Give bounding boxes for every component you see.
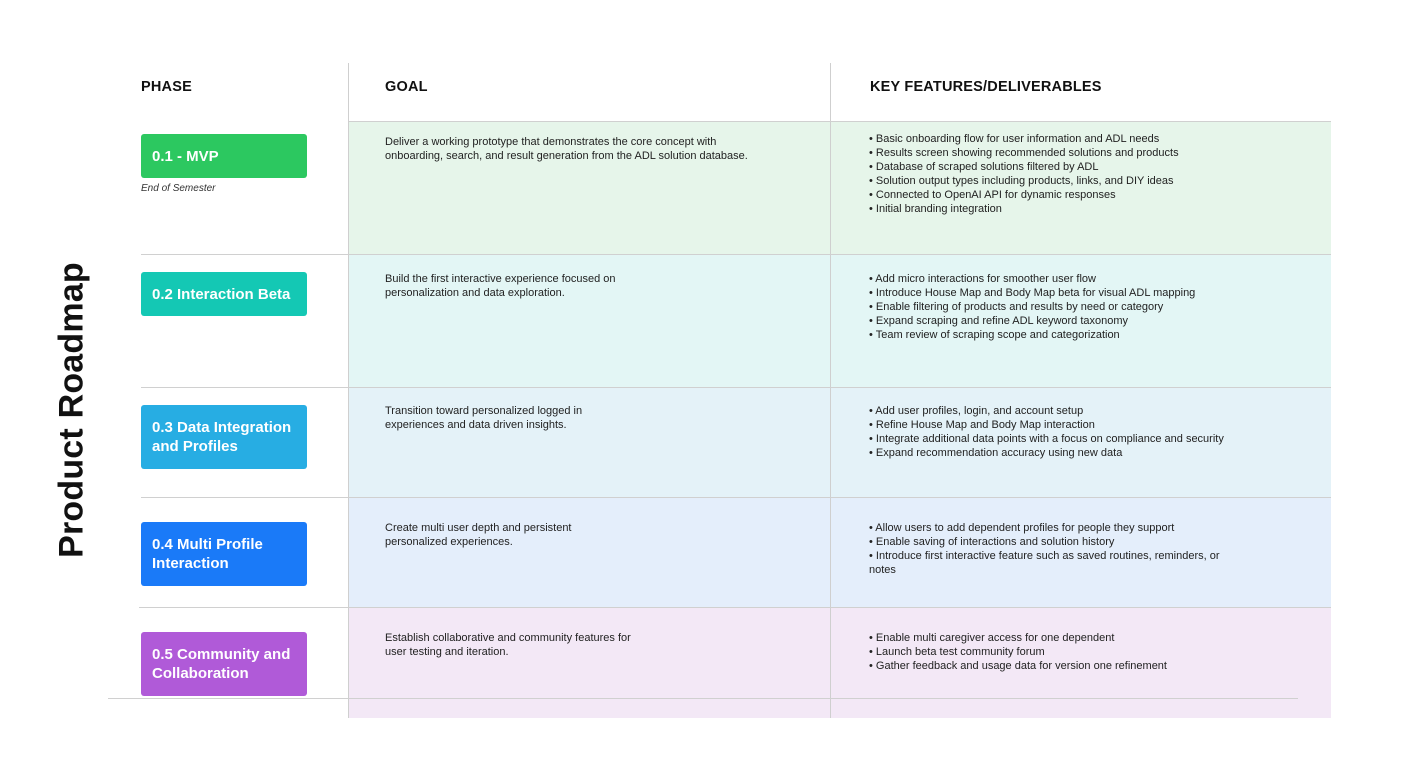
phase-badge-4: 0.4 Multi Profile Interaction <box>141 522 307 586</box>
feature-item: • Introduce House Map and Body Map beta for visual ADL mapping <box>869 287 1196 299</box>
features-list-5 <box>869 631 1239 673</box>
row-divider-3 <box>141 497 1331 498</box>
feature-item: • Refine House Map and Body Map interaction <box>869 419 1095 431</box>
goal-text-2: Build the first interactive experience focused on personalization and data exploration. <box>385 273 616 299</box>
feature-item: • Integrate additional data points with a focus on compliance and security <box>869 433 1224 445</box>
goal-text-4: Create multi user depth and persistent personalized experiences. <box>385 522 572 548</box>
phase-note-1: End of Semester <box>141 183 216 194</box>
feature-item: • Basic onboarding flow for user information and ADL needs <box>869 133 1160 145</box>
feature-item: • Team review of scraping scope and categorization <box>869 329 1120 341</box>
feature-item: • Allow users to add dependent profiles for people they support <box>869 522 1175 534</box>
feature-item: • Expand recommendation accuracy using new data <box>869 447 1123 459</box>
row-divider-bottom <box>108 698 1298 699</box>
header-features: KEY FEATURES/DELIVERABLES <box>870 79 1102 95</box>
phase-badge-2: 0.2 Interaction Beta <box>141 272 307 316</box>
header-goal: GOAL <box>385 79 428 95</box>
feature-item: • Add micro interactions for smoother user flow <box>869 273 1096 285</box>
phase-badge-3: 0.3 Data Integration and Profiles <box>141 405 307 469</box>
row-divider-4 <box>139 607 1331 608</box>
feature-item: • Expand scraping and refine ADL keyword taxonomy <box>869 315 1129 327</box>
row-divider-1 <box>141 254 1331 255</box>
features-list-1 <box>869 132 1239 216</box>
feature-item: • Connected to OpenAI API for dynamic responses <box>869 189 1116 201</box>
feature-item: • Add user profiles, login, and account setup <box>869 405 1084 417</box>
feature-item: • Introduce first interactive feature such as saved routines, reminders, or notes <box>869 550 1220 576</box>
row-divider-2 <box>141 387 1331 388</box>
goal-text-5: Establish collaborative and community features for user testing and iteration. <box>385 632 631 658</box>
goal-text-1: Deliver a working prototype that demonstrates the core concept with onboarding, search, and result generation from the ADL solution database. <box>385 136 748 162</box>
feature-item: • Initial branding integration <box>869 203 1002 215</box>
feature-item: • Enable multi caregiver access for one dependent <box>869 632 1115 644</box>
feature-item: • Solution output types including products, links, and DIY ideas <box>869 175 1174 187</box>
header-phase: PHASE <box>141 79 192 95</box>
features-list-2 <box>869 272 1239 342</box>
feature-item: • Launch beta test community forum <box>869 646 1045 658</box>
page-title: Product Roadmap <box>52 262 91 558</box>
row-divider-header <box>349 121 1331 122</box>
phase-badge-1: 0.1 - MVP <box>141 134 307 178</box>
phase-badge-5: 0.5 Community and Collaboration <box>141 632 307 696</box>
feature-item: • Enable saving of interactions and solution history <box>869 536 1115 548</box>
features-list-4 <box>869 521 1239 577</box>
goal-text-3: Transition toward personalized logged in experiences and data driven insights. <box>385 405 583 431</box>
column-divider-features <box>830 63 831 718</box>
feature-item: • Gather feedback and usage data for version one refinement <box>869 660 1167 672</box>
features-list-3 <box>869 404 1239 460</box>
column-divider-goal <box>348 63 349 718</box>
feature-item: • Enable filtering of products and results by need or category <box>869 301 1164 313</box>
feature-item: • Results screen showing recommended solutions and products <box>869 147 1179 159</box>
feature-item: • Database of scraped solutions filtered by ADL <box>869 161 1099 173</box>
